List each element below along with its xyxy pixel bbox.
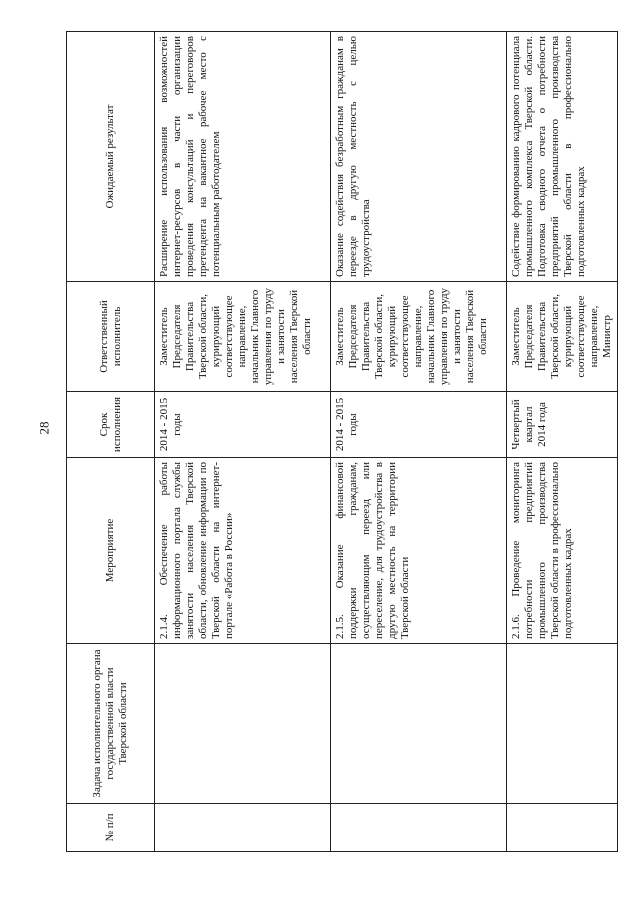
cell-responsible: Заместитель Председателя Правительства Тверской области, курирующий соответствующее направление, начальник Главного управления по труду и занятости населения Тверской области <box>331 282 507 392</box>
header-num: № п/п <box>67 804 155 852</box>
cell-num <box>155 804 331 852</box>
cell-event: 2.1.6. Проведение мониторинга потребности предприятий промышленного производства Тверской области в профессионально подготовленных кадрах <box>507 458 618 644</box>
cell-event: 2.1.4. Обеспечение работы информационного портала службы занятости населения Тверской области, обновление информации по Тверской области на интернет-портале «Работа в России» <box>155 458 331 644</box>
header-row <box>67 32 155 852</box>
cell-task <box>507 644 618 804</box>
cell-term: 2014 - 2015 годы <box>155 392 331 458</box>
table-row <box>507 32 618 852</box>
cell-term: Четвертый квартал 2014 года <box>507 392 618 458</box>
cell-responsible: Заместитель Председателя Правительства Тверской области, курирующий соответствующее направление, Министр <box>507 282 618 392</box>
cell-result: Оказание содействия безработным гражданам в переезде в другую местность с целью трудоустройства <box>331 32 507 282</box>
header-task: Задача исполнительного органа государственной власти Тверской области <box>67 644 155 804</box>
cell-term: 2014 - 2015 годы <box>331 392 507 458</box>
header-event: Мероприятие <box>67 458 155 644</box>
cell-responsible: Заместитель Председателя Правительства Тверской области, курирующий соответствующее направление, начальник Главного управления по труду и занятости населения Тверской области <box>155 282 331 392</box>
cell-result: Расширение использования возможностей интернет-ресурсов в части организации проведения консультаций и переговоров претендента на вакантное рабочее место с потенциальным работодателем <box>155 32 331 282</box>
cell-num <box>507 804 618 852</box>
table-row <box>155 32 331 852</box>
measures-table <box>66 31 618 852</box>
cell-result: Содействие формированию кадрового потенциала промышленного комплекса Тверской области. Подготовка сводного отчета о потребности предприятий промышленного производства Тверской области в профессионально подготовленных кадрах <box>507 32 618 282</box>
header-term: Срок исполнения <box>67 392 155 458</box>
header-result: Ожидаемый результат <box>67 32 155 282</box>
cell-task <box>331 644 507 804</box>
page-number: 28 <box>36 421 52 435</box>
table-row <box>331 32 507 852</box>
cell-num <box>331 804 507 852</box>
cell-task <box>155 644 331 804</box>
cell-event: 2.1.5. Оказание финансовой поддержки гражданам, осуществляющим переезд или переселение, для трудоустройства в другую местность на территории Тверской области <box>331 458 507 644</box>
rotated-table-container <box>66 32 613 852</box>
header-responsible: Ответственный исполнитель <box>67 282 155 392</box>
